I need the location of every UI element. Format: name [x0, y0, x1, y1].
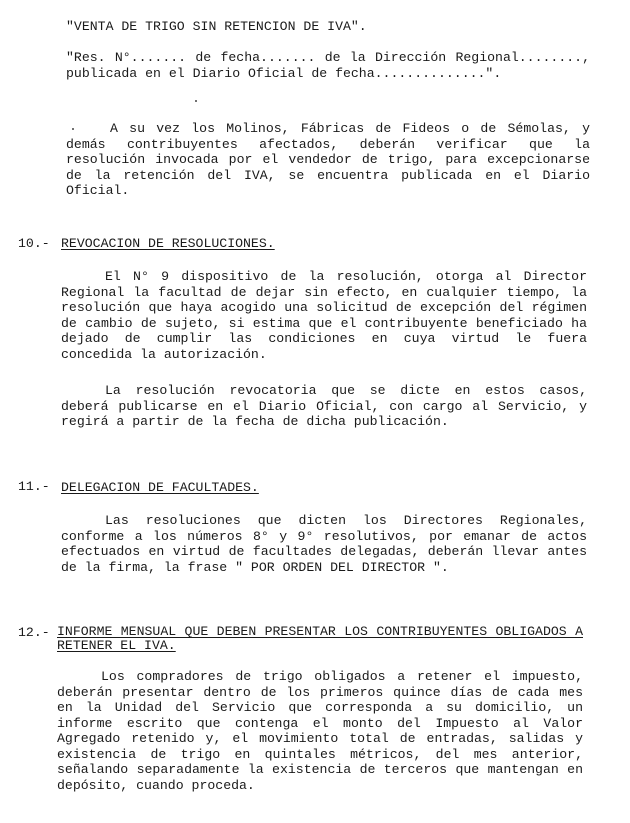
section-12-title: INFORME MENSUAL QUE DEBEN PRESENTAR LOS CONTRIBUYENTES OBLIGADOS A RETENER EL IVA. — [57, 624, 583, 653]
section-11-number: 11.- — [18, 479, 50, 494]
section-10-paragraph-2: La resolución revocatoria que se dicte en estos casos, deberá publicarse en el Diario Oficial, con cargo al Servicio, y regirá a partir de la fecha de dicha publicación. — [61, 383, 587, 429]
intro-paragraph: A su vez los Molinos, Fábricas de Fideos o de Sémolas, y demás contribuyentes afectados, deberán verificar que la resolución invocada por el vendedor de trigo, para excepcionarse de la retención del IVA, se encuentra publicada en el Diario Oficial. — [66, 121, 590, 198]
section-12-paragraph-1: Los compradores de trigo obligados a retener el impuesto, deberán presentar dentro de los primeros quince días de cada mes en la Unidad del Servicio que corresponda a su domicilio, un informe escrito que contenga el monto del Impuesto al Valor Agregado retenido y, el movimiento total de entradas, salidas y existencia de trigo en quintales métricos, del mes anterior, señalando separadamente la existencia de terceros que mantengan en depósito, cuando proceda. — [57, 669, 583, 793]
scan-speck — [195, 100, 197, 102]
scan-speck — [72, 128, 74, 130]
section-12-number: 12.- — [18, 625, 50, 640]
section-10-title: REVOCACION DE RESOLUCIONES. — [61, 236, 275, 251]
section-10-number: 10.- — [18, 236, 50, 251]
document-heading: "VENTA DE TRIGO SIN RETENCION DE IVA". — [66, 19, 367, 34]
section-10-paragraph-1: El N° 9 dispositivo de la resolución, otorga al Director Regional la facultad de dejar sin efecto, en cualquier tiempo, la resolución que haya acogido una solicitud de excepción del régimen de cambio de sujeto, si estima que el contribuyente beneficiado ha dejado de cumplir las condiciones en cuya virtud le fuera concedida la autorización. — [61, 269, 587, 362]
section-11-title: DELEGACION DE FACULTADES. — [61, 480, 259, 495]
section-11-paragraph-1: Las resoluciones que dicten los Directores Regionales, conforme a los números 8° y 9° resolutivos, por emanar de actos efectuados en virtud de facultades delegadas, deberán llevar antes de la firma, la frase " POR ORDEN DEL DIRECTOR ". — [61, 513, 587, 575]
intro-quote: "Res. N°....... de fecha....... de la Dirección Regional........, publicada en el Diario Oficial de fecha..............". — [66, 50, 590, 81]
